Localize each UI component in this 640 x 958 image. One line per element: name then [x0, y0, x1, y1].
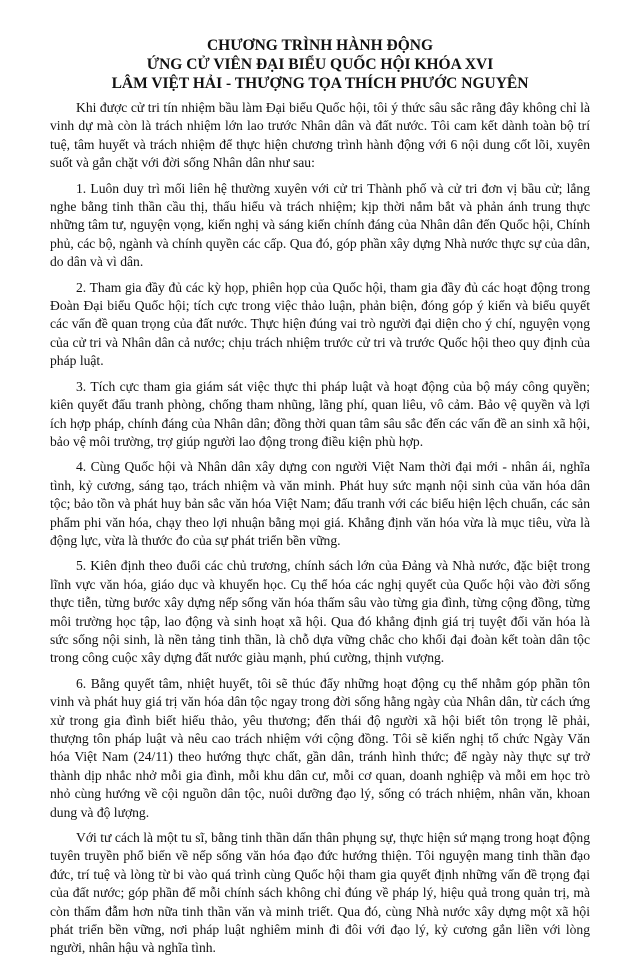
document-subtitle: ỨNG CỬ VIÊN ĐẠI BIỂU QUỐC HỘI KHÓA XVI	[146, 56, 494, 73]
commitment-4-paragraph: 4. Cùng Quốc hội và Nhân dân xây dựng con người Việt Nam thời đại mới - nhân ái, nghĩa tình, kỷ cương, sáng tạo, trách nhiệm và văn minh. Phát huy sức mạnh nội sinh của văn hóa dân tộc; bảo tồn và phát huy bản sắc văn hóa Việt Nam; đấu tranh với các biểu hiện lệch chuẩn, các sản phẩm phi văn hóa, chạy theo lợi nhuận bằng mọi giá. Khẳng định văn hóa vừa là mục tiêu, vừa là động lực, vừa là thước đo của sự phát triển bền vững.	[50, 459, 590, 548]
commitment-3-paragraph: 3. Tích cực tham gia giám sát việc thực thi pháp luật và hoạt động của bộ máy công quyền; kiên quyết đấu tranh phòng, chống tham nhũng, lãng phí, quan liêu, vô cảm. Bảo vệ quyền và lợi ích hợp pháp, chính đáng của Nhân dân; đồng thời quan tâm sâu sắc đến các vấn đề an sinh xã hội, bảo vệ môi trường, trợ giúp người lao động trong điều kiện phù hợp.	[50, 378, 590, 449]
document-title: CHƯƠNG TRÌNH HÀNH ĐỘNG	[206, 37, 434, 54]
commitment-5-paragraph: 5. Kiên định theo đuổi các chủ trương, chính sách lớn của Đảng và Nhà nước, đặc biệt trong lĩnh vực văn hóa, giáo dục và khuyến học. Cụ thể hóa các nghị quyết của Quốc hội vào đời sống thực tiễn, từng bước xây dựng nếp sống văn hóa thấm sâu vào từng gia đình, từng cộng đồng, từng môi trường học tập, lao động và sinh hoạt xã hội. Qua đó khẳng định giá trị tuyệt đối văn hóa là sức sống nội sinh, là nền tảng tinh thần, là chỗ dựa vững chắc cho khối đại đoàn kết toàn dân tộc trong công cuộc xây dựng đất nước giàu mạnh, phú cường, thịnh vượng.	[50, 558, 590, 666]
intro-paragraph: Khi được cử tri tín nhiệm bầu làm Đại biểu Quốc hội, tôi ý thức sâu sắc rằng đây không chỉ là vinh dự mà còn là trách nhiệm lớn lao trước Nhân dân và đất nước. Tôi cam kết dành toàn bộ trí tuệ, tâm huyết và trách nhiệm để thực hiện chương trình hành động với 6 nội dung cốt lõi, xuyên suốt và gắn chặt với đời sống Nhân dân như sau:	[50, 100, 590, 171]
commitment-6-paragraph: 6. Bằng quyết tâm, nhiệt huyết, tôi sẽ thúc đẩy những hoạt động cụ thể nhằm góp phần tôn vinh và phát huy giá trị văn hóa dân tộc ngay trong đời sống hằng ngày của Nhân dân, từ cách ứng xử trong gia đình biết hiếu thảo, yêu thương; đến thái độ người xã hội biết tôn trọng lẽ phải, thượng tôn pháp luật và nêu cao trách nhiệm với cộng đồng. Tôi sẽ kiến nghị tổ chức Ngày Văn hóa Việt Nam (24/11) theo hướng thực chất, gần dân, tránh hình thức; để ngày này thực sự trở thành dịp nhắc nhở mỗi gia đình, mỗi khu dân cư, mỗi cơ quan, doanh nghiệp và mỗi em học trò nhỏ cùng hướng về cội nguồn dân tộc, nuôi dưỡng đạo lý, sống có trách nhiệm, nhân văn, khoan dung và độ lượng.	[50, 675, 590, 820]
commitment-2-paragraph: 2. Tham gia đầy đủ các kỳ họp, phiên họp của Quốc hội, tham gia đầy đủ các hoạt động trong Đoàn Đại biểu Quốc hội; tích cực trong việc thảo luận, phản biện, đóng góp ý kiến và biểu quyết các vấn đề quan trọng của đất nước. Thực hiện đúng vai trò người đại diện cho ý chí, nguyện vọng của cử tri và Nhân dân cả nước; chịu trách nhiệm trước cử tri và trước Quốc hội theo quy định của pháp luật.	[50, 279, 590, 369]
document-body	[50, 99, 590, 958]
commitment-1-paragraph: 1. Luôn duy trì mối liên hệ thường xuyên với cử tri Thành phố và cử tri đơn vị bầu cử; lắng nghe bằng tinh thần cầu thị, thấu hiểu và trách nhiệm; kịp thời nắm bắt và phản ánh trung thực những tâm tư, nguyện vọng, kiến nghị và sáng kiến chính đáng của Nhân dân đến Quốc hội, Chính phủ, các bộ, ngành và chính quyền các cấp. Qua đó, góp phần xây dựng Nhà nước thực sự của dân, do dân và vì dân.	[50, 180, 590, 270]
closing-paragraph: Với tư cách là một tu sĩ, bằng tinh thần dấn thân phụng sự, thực hiện sứ mạng trong hoạt động tuyên truyền phổ biến về nếp sống văn hóa đạo đức hướng thiện. Tôi nguyện mang tinh thần đạo đức, trí tuệ và lòng từ bi vào quá trình cùng Quốc hội tham gia quyết định những vấn đề trọng đại của đất nước; góp phần để mỗi chính sách không chỉ đúng về pháp lý, hiệu quả trong quản trị, mà còn thấm đẫm hơn nữa tinh thần văn và minh triết. Qua đó, cùng Nhà nước xây dựng một xã hội phát triển bền vững, nơi pháp luật nghiêm minh đi đôi với đạo lý, kỷ cương gắn liền với lòng người, nhân hậu và nghĩa tình.	[50, 830, 590, 956]
document-header	[50, 36, 590, 93]
candidate-name: LÂM VIỆT HẢI - THƯỢNG TỌA THÍCH PHƯỚC NGUYÊN	[111, 75, 529, 92]
